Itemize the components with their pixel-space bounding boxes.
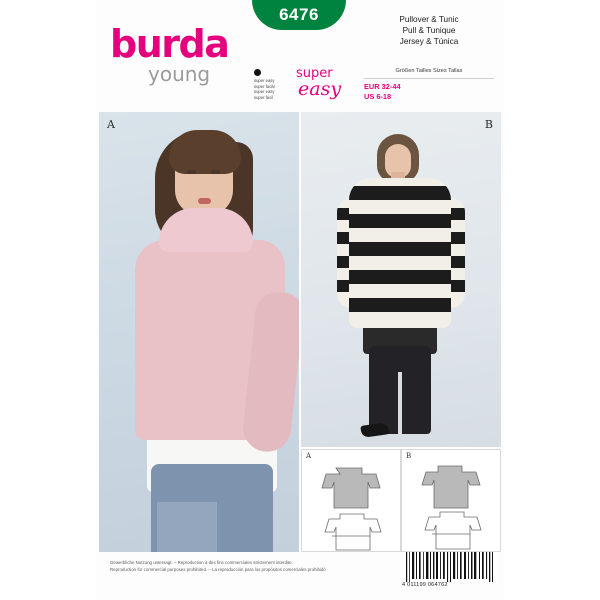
difficulty-languages bbox=[254, 78, 275, 100]
right-margin bbox=[504, 0, 600, 600]
size-eur: EUR 32-44 bbox=[364, 82, 401, 91]
difficulty-dot-icon bbox=[254, 69, 261, 76]
line-drawing-a bbox=[301, 449, 401, 552]
size-codes bbox=[364, 82, 494, 102]
difficulty-word-super: super bbox=[296, 66, 333, 81]
photo-view-b bbox=[301, 112, 501, 447]
line-drawing-a-svg bbox=[302, 450, 400, 551]
title-line-es: Jersey & Túnica bbox=[399, 37, 459, 46]
line-drawing-b bbox=[401, 449, 501, 552]
title-line-fr: Pull & Tunique bbox=[402, 26, 456, 35]
line-drawing-b-letter: B bbox=[406, 452, 412, 460]
view-letter-a: A bbox=[107, 118, 115, 131]
pattern-number-tab: 6476 bbox=[252, 0, 346, 30]
model-b-leg-gap bbox=[398, 372, 402, 434]
model-b-shoe bbox=[360, 422, 389, 438]
model-a-turtleneck-collar bbox=[159, 208, 253, 252]
model-a-eye-right bbox=[211, 170, 220, 174]
left-margin bbox=[0, 0, 96, 600]
brand-name-burda: burda bbox=[110, 22, 229, 66]
brand-logo bbox=[110, 22, 270, 86]
size-us: US 6-18 bbox=[364, 92, 392, 101]
envelope-header bbox=[96, 0, 504, 110]
difficulty-badge bbox=[254, 66, 364, 106]
view-letter-b: B bbox=[484, 118, 493, 131]
model-a-hair-front bbox=[169, 130, 241, 174]
difficulty-word-easy: easy bbox=[298, 78, 342, 100]
barcode-number: 4 011199 064762 bbox=[402, 582, 448, 588]
sizes-divider bbox=[364, 78, 494, 79]
legal-text bbox=[110, 560, 370, 573]
product-titles bbox=[364, 14, 494, 47]
barcode bbox=[404, 552, 498, 582]
model-b-striped-tunic bbox=[349, 178, 451, 328]
difficulty-lang-en: super easy bbox=[254, 89, 275, 95]
legal-line-2: Reproduction for commercial purposes prohibited. – La reproducción para los propósitos comerciales prohibidó bbox=[110, 566, 326, 572]
difficulty-lang-fr: super facile bbox=[254, 83, 276, 89]
line-drawing-a-letter: A bbox=[306, 452, 312, 460]
difficulty-lang-de: super easy bbox=[254, 78, 275, 83]
sizes-header: Größen Tailles Sizes Tallas bbox=[395, 68, 463, 74]
model-a-lips bbox=[198, 198, 211, 204]
model-a-jeans-highlight bbox=[157, 502, 217, 552]
line-drawing-b-svg bbox=[402, 450, 500, 551]
brand-name-young: young bbox=[148, 62, 211, 86]
legal-line-1: Gewerbliche Nutzung untersagt. – Reproduction à des fins commerciales strictement interdite. bbox=[110, 560, 293, 565]
model-a-eye-left bbox=[187, 170, 196, 174]
title-line-en: Pullover & Tunic bbox=[399, 15, 459, 24]
photo-view-a bbox=[99, 112, 299, 552]
difficulty-lang-es: super fácil bbox=[254, 94, 274, 100]
